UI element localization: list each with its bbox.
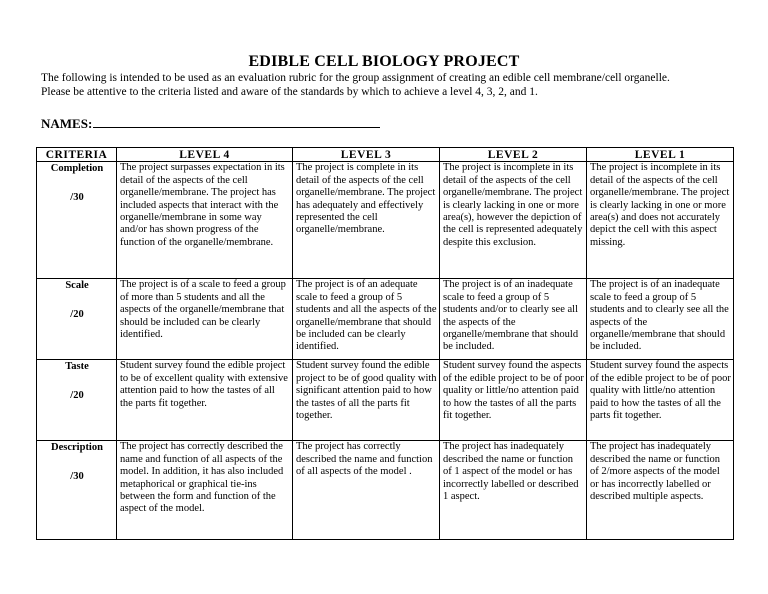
level-4-cell: Student survey found the edible project to be of excellent quality with extensive attention paid to how the tastes of all the parts fit together. (117, 360, 293, 441)
header-criteria: CRITERIA (37, 148, 117, 162)
criterion-points: /30 (70, 470, 84, 482)
level-1-cell: The project is incomplete in its detail of the aspects of the cell organelle/membrane. The project is clearly lacking in one or more area(s) and does not accurately depict the cell with this aspect missing. (587, 162, 734, 279)
criterion-points: /20 (70, 308, 84, 320)
level-1-cell: The project has inadequately described the name or function of 2/more aspects of the model or has incorrectly labelled or described multiple aspects. (587, 441, 734, 540)
level-1-cell: Student survey found the aspects of the edible project to be of poor quality with little/no attention paid to how the tastes of all the parts fit together. (587, 360, 734, 441)
level-3-cell: Student survey found the edible project to be of good quality with significant attention paid to how the tastes of all the parts fit together. (293, 360, 440, 441)
level-2-cell: The project has inadequately described the name or function of 1 aspect of the model or has incorrectly labelled or described 1 aspect. (440, 441, 587, 540)
level-4-cell: The project has correctly described the name and function of all aspects of the model. In addition, it has also included metaphorical or graphical tie-ins between the form and function of the aspect of the model. (117, 441, 293, 540)
intro-paragraph (41, 72, 741, 99)
intro-line-2: Please be attentive to the criteria listed and aware of the standards by which to achieve a level 4, 3, 2, and 1. (41, 85, 538, 98)
criterion-cell (37, 360, 117, 441)
table-row (37, 162, 734, 279)
level-4-cell: The project is of a scale to feed a group of more than 5 students and all the aspects of the organelle/membrane that should be included can be clearly identified. (117, 279, 293, 360)
table-row (37, 441, 734, 540)
intro-line-1: The following is intended to be used as an evaluation rubric for the group assignment of creating an edible cell membrane/cell organelle. (41, 72, 670, 84)
criterion-cell (37, 279, 117, 360)
header-row (37, 148, 734, 162)
level-4-cell: The project surpasses expectation in its detail of the aspects of the cell organelle/membrane. The project has included aspects that interact with the organelle/membrane in some way and/or has shown progress of the function of the organelle/membrane. (117, 162, 293, 279)
header-level-2: LEVEL 2 (440, 148, 587, 162)
level-2-cell: The project is of an inadequate scale to feed a group of 5 students and/or to clearly see all the aspects of the organelle/membrane that should be included. (440, 279, 587, 360)
level-2-cell: The project is incomplete in its detail of the aspects of the cell organelle/membrane. The project is clearly lacking in one or more area(s), however the depiction of the cell is represented adequately despite this exclusion. (440, 162, 587, 279)
names-blank-line (93, 116, 380, 128)
document-title: EDIBLE CELL BIOLOGY PROJECT (248, 53, 520, 70)
table-row (37, 360, 734, 441)
level-3-cell: The project is complete in its detail of the aspects of the cell organelle/membrane. The project has adequately and effectively represented the cell organelle/membrane. (293, 162, 440, 279)
criterion-name: Scale (65, 280, 89, 292)
header-level-3: LEVEL 3 (293, 148, 440, 162)
header-level-1: LEVEL 1 (587, 148, 734, 162)
criterion-name: Description (51, 442, 103, 454)
criterion-points: /30 (70, 191, 84, 203)
level-2-cell: Student survey found the aspects of the edible project to be of poor quality or little/no attention paid to how the tastes of all the parts fit together. (440, 360, 587, 441)
names-field (41, 116, 380, 132)
rubric-table (36, 147, 734, 540)
criterion-name: Completion (50, 163, 104, 175)
level-3-cell: The project has correctly described the name and function of all aspects of the model . (293, 441, 440, 540)
header-level-4: LEVEL 4 (117, 148, 293, 162)
criterion-cell (37, 441, 117, 540)
criterion-cell (37, 162, 117, 279)
level-3-cell: The project is of an adequate scale to feed a group of 5 students and all the aspects of the organelle/membrane that should be included can be clearly identified. (293, 279, 440, 360)
table-row (37, 279, 734, 360)
criterion-name: Taste (65, 361, 89, 373)
names-label: NAMES: (41, 116, 93, 131)
criterion-points: /20 (70, 389, 84, 401)
level-1-cell: The project is of an inadequate scale to feed a group of 5 students and to clearly see all the aspects of the organelle/membrane that should be included. (587, 279, 734, 360)
